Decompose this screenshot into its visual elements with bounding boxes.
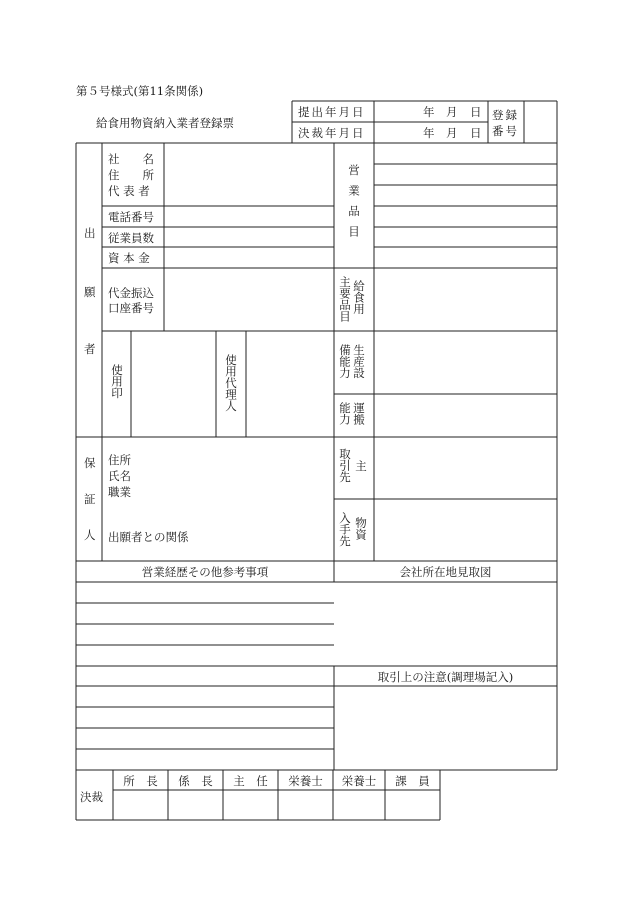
decision-month: 月 — [446, 126, 458, 140]
notes-label: 取引上の注意(調理場記入) — [377, 670, 514, 684]
applicant-label-2: 願 — [84, 285, 96, 299]
capital-label: 資 本 金 — [108, 251, 150, 265]
bank-account-label-1: 代金振込 — [108, 286, 154, 300]
guarantor-label-3: 人 — [84, 528, 96, 542]
transport-capacity-label-1: 能力 — [338, 402, 352, 425]
approval-col-dietitian-2: 栄養士 — [341, 774, 377, 788]
company-name-label: 社 名 — [108, 152, 154, 166]
seal-label: 使用印 — [110, 364, 124, 399]
main-food-items-label-1: 主要品目 — [338, 276, 352, 322]
applicant-label-3: 者 — [84, 342, 96, 356]
submission-year: 年 — [423, 105, 435, 119]
production-capacity-label-2: 生産設 — [352, 344, 366, 379]
main-suppliers-label-2: 主 — [354, 460, 368, 472]
main-food-items-label-2: 給食用 — [352, 280, 366, 315]
decision-day: 日 — [470, 126, 482, 140]
guarantor-name-label: 氏名 — [108, 469, 131, 483]
guarantor-address-label: 住所 — [108, 453, 131, 467]
guarantor-relation-label: 出願者との関係 — [108, 530, 189, 544]
transport-capacity-label-2: 運搬 — [352, 402, 366, 425]
guarantor-occupation-label: 職業 — [108, 485, 131, 499]
goods-source-label-1: 入手先 — [338, 512, 352, 547]
decision-date-label: 決裁年月日 — [298, 126, 366, 140]
form-title: 給食用物資納入業者登録票 — [96, 116, 234, 130]
proxy-label: 使用代理人 — [224, 354, 238, 412]
approval-col-dietitian-1: 栄養士 — [288, 774, 323, 788]
submission-date-label: 提出年月日 — [298, 105, 366, 119]
map-label: 会社所在地見取図 — [399, 565, 492, 579]
phone-label: 電話番号 — [108, 210, 154, 224]
submission-month: 月 — [446, 105, 458, 119]
approval-col-chief: 所 長 — [123, 774, 158, 788]
approval-col-supervisor: 主 任 — [233, 774, 268, 788]
submission-day: 日 — [470, 105, 482, 119]
decision-year: 年 — [423, 126, 435, 140]
registration-number-label-1: 登録 — [492, 108, 519, 122]
bank-account-label-2: 口座番号 — [108, 301, 154, 315]
history-label: 営業経歴その他参考事項 — [141, 565, 269, 579]
representative-label: 代 表 者 — [108, 184, 150, 198]
production-capacity-label-1: 備能力 — [338, 344, 352, 379]
guarantor-label-1: 保 — [84, 456, 96, 470]
main-suppliers-label-1: 取引先 — [338, 448, 352, 483]
goods-source-label-2: 物資 — [354, 517, 368, 540]
approval-label: 決裁 — [80, 790, 103, 804]
approval-col-staff: 課 員 — [395, 774, 430, 788]
employees-label: 従業員数 — [108, 231, 154, 245]
applicant-label-1: 出 — [84, 226, 96, 240]
business-items-label: 営業品目 — [347, 164, 361, 246]
address-label: 住 所 — [108, 168, 154, 182]
registration-number-label-2: 番号 — [492, 124, 519, 138]
form-number: 第５号様式(第11条関係) — [76, 84, 204, 98]
guarantor-label-2: 証 — [84, 492, 96, 506]
approval-col-section-chief: 係 長 — [178, 774, 213, 788]
